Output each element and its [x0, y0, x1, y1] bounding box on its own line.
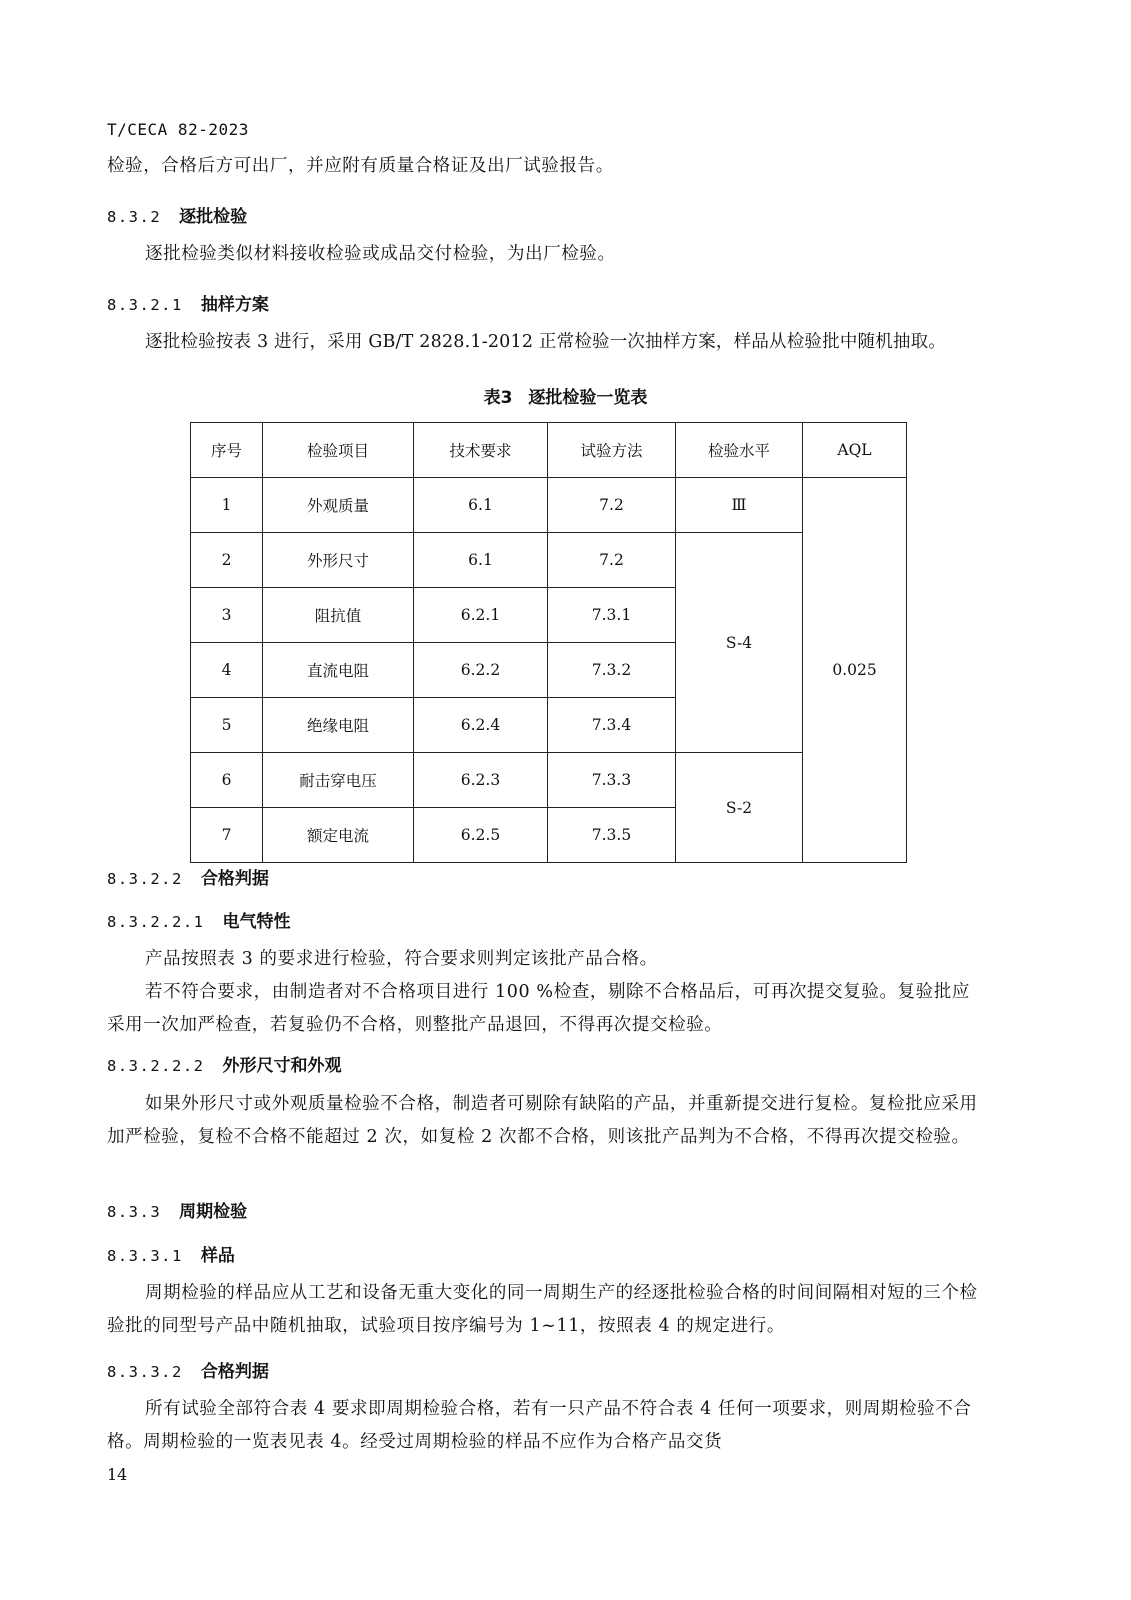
- inspection-level-cell: Ⅲ: [676, 478, 803, 533]
- section-heading: [107, 1197, 247, 1222]
- table-header-cell: 试验方法: [548, 423, 676, 478]
- section-title: 合格判据: [200, 1362, 269, 1382]
- table-row: [191, 753, 907, 808]
- section-heading: [107, 202, 247, 227]
- section-number: 8.3.2.2.1: [107, 913, 205, 931]
- section-title: 周期检验: [179, 1202, 248, 1222]
- table-cell: 外形尺寸: [263, 533, 414, 588]
- table-cell: 额定电流: [263, 808, 414, 863]
- section-number: 8.3.3.2: [107, 1363, 183, 1381]
- table-cell: 4: [191, 643, 263, 698]
- section-number: 8.3.2.1: [107, 296, 183, 314]
- table-cell: 6.2.2: [414, 643, 548, 698]
- table-header-cell: 检验项目: [263, 423, 414, 478]
- table-cell: 6.2.3: [414, 753, 548, 808]
- section-heading: [107, 1051, 342, 1076]
- table-caption: 逐批检验一览表: [528, 388, 648, 408]
- section-heading: [107, 864, 269, 889]
- section-heading: [107, 290, 269, 315]
- table-header-cell: 技术要求: [414, 423, 548, 478]
- table-title: [0, 383, 1131, 408]
- table-cell: 6.1: [414, 478, 548, 533]
- table-header-cell: AQL: [803, 423, 907, 478]
- section-title: 抽样方案: [200, 295, 269, 315]
- table-cell: 2: [191, 533, 263, 588]
- table-cell: 7: [191, 808, 263, 863]
- section-heading: [107, 907, 291, 932]
- paragraph: 如果外形尺寸或外观质量检验不合格，制造者可剔除有缺陷的产品，并重新提交进行复检。复检批应采用加严检验，复检不合格不能超过 2 次，如复检 2 次都不合格，则该批产品判为不合格，不得再次提交检验。: [107, 1094, 978, 1147]
- paragraph: 若不符合要求，由制造者对不合格项目进行 100 %检查，剔除不合格品后，可再次提交复验。复验批应采用一次加严检查，若复验仍不合格，则整批产品退回，不得再次提交检验。: [107, 982, 970, 1035]
- table-header-row: [191, 423, 907, 478]
- section-heading: [107, 1241, 235, 1266]
- inspection-table: [190, 422, 907, 863]
- section-title: 电气特性: [222, 912, 291, 932]
- inspection-level-cell: S-4: [676, 533, 803, 753]
- table-row: [191, 478, 907, 533]
- section-title: 逐批检验: [179, 207, 248, 227]
- table-cell: 7.3.1: [548, 588, 676, 643]
- table-cell: 1: [191, 478, 263, 533]
- table-cell: 7.3.3: [548, 753, 676, 808]
- aql-cell: 0.025: [803, 478, 907, 863]
- section-number: 8.3.3.1: [107, 1247, 183, 1265]
- standard-code: T/CECA 82-2023: [107, 120, 249, 139]
- table-cell: 6: [191, 753, 263, 808]
- table-cell: 7.2: [548, 478, 676, 533]
- table-cell: 直流电阻: [263, 643, 414, 698]
- section-number: 8.3.3: [107, 1203, 162, 1221]
- section-number: 8.3.2.2.2: [107, 1057, 205, 1075]
- inspection-level-cell: S-2: [676, 753, 803, 863]
- table-cell: 耐击穿电压: [263, 753, 414, 808]
- table-cell: 6.2.5: [414, 808, 548, 863]
- table-cell: 外观质量: [263, 478, 414, 533]
- table-cell: 7.3.2: [548, 643, 676, 698]
- page-number: 14: [107, 1465, 128, 1484]
- table-cell: 6.1: [414, 533, 548, 588]
- section-number: 8.3.2.2: [107, 870, 183, 888]
- section-title: 外形尺寸和外观: [222, 1056, 342, 1076]
- section-title: 样品: [200, 1246, 235, 1266]
- paragraph: 所有试验全部符合表 4 要求即周期检验合格，若有一只产品不符合表 4 任何一项要求，则周期检验不合格。周期检验的一览表见表 4。经受过周期检验的样品不应作为合格产品交货: [107, 1399, 972, 1452]
- section-title: 合格判据: [200, 869, 269, 889]
- table-cell: 阻抗值: [263, 588, 414, 643]
- table-cell: 7.2: [548, 533, 676, 588]
- table-cell: 6.2.4: [414, 698, 548, 753]
- paragraph: 检验，合格后方可出厂，并应附有质量合格证及出厂试验报告。: [107, 156, 614, 176]
- paragraph: 逐批检验类似材料接收检验或成品交付检验，为出厂检验。: [145, 244, 616, 264]
- table-header-cell: 检验水平: [676, 423, 803, 478]
- table-header-cell: 序号: [191, 423, 263, 478]
- table-cell: 7.3.4: [548, 698, 676, 753]
- table-cell: 6.2.1: [414, 588, 548, 643]
- table-cell: 5: [191, 698, 263, 753]
- table-cell: 7.3.5: [548, 808, 676, 863]
- section-heading: [107, 1357, 269, 1382]
- table-number: 表3: [483, 388, 513, 408]
- paragraph: 周期检验的样品应从工艺和设备无重大变化的同一周期生产的经逐批检验合格的时间间隔相对短的三个检验批的同型号产品中随机抽取，试验项目按序编号为 1~11，按照表 4 的规定进行。: [107, 1283, 978, 1336]
- table-cell: 3: [191, 588, 263, 643]
- paragraph: 产品按照表 3 的要求进行检验，符合要求则判定该批产品合格。: [145, 949, 658, 969]
- paragraph: 逐批检验按表 3 进行，采用 GB/T 2828.1-2012 正常检验一次抽样方案，样品从检验批中随机抽取。: [145, 332, 947, 352]
- table-cell: 绝缘电阻: [263, 698, 414, 753]
- section-number: 8.3.2: [107, 208, 162, 226]
- table-row: [191, 533, 907, 588]
